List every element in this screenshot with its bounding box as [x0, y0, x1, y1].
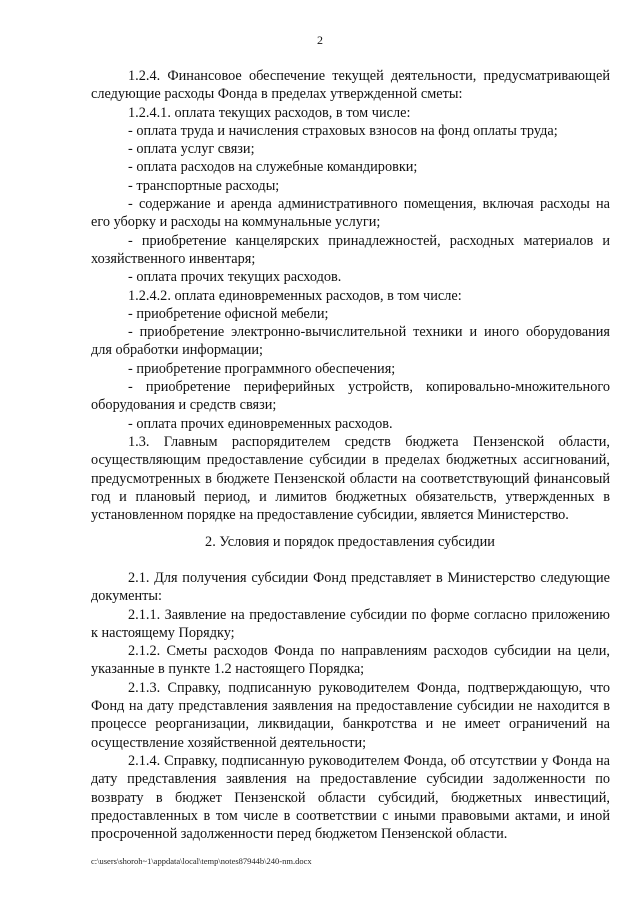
paragraph-2-1-4: 2.1.4. Справку, подписанную руководителем Фонда, об отсутствии у Фонда на дату представления заявления на предоставление субсидии задолженности по возврату в бюджет Пензенской области субсидий, бюджетных инвестиций, предоставленных в том числе в соответствии с иными правовыми актами, и иной просроченной задолженности перед бюджетом Пензенской области.: [91, 752, 610, 843]
document-body-section-2: [91, 569, 610, 843]
list-item-peripherals: - приобретение периферийных устройств, копировально-множительного оборудования и средств связи;: [91, 379, 610, 414]
list-item-software: - приобретение программного обеспечения;: [128, 360, 396, 377]
list-item-furniture: - приобретение офисной мебели;: [128, 305, 329, 322]
paragraph-2-1-3: 2.1.3. Справку, подписанную руководителем Фонда, подтверждающую, что Фонд на дату представления заявления на предоставление субсидии не находится в процессе реорганизации, ликвидации, банкротства и не имеет ограничений на осуществление хозяйственной деятельности;: [91, 679, 610, 751]
paragraph-2-1: 2.1. Для получения субсидии Фонд представляет в Министерство следующие документы:: [91, 570, 610, 605]
list-item-transport: - транспортные расходы;: [128, 177, 280, 194]
list-item-business-trips: - оплата расходов на служебные командировки;: [128, 159, 418, 176]
list-item-other-current: - оплата прочих текущих расходов.: [128, 269, 342, 286]
section-heading: 2. Условия и порядок предоставления субсидии: [205, 534, 495, 550]
list-item-stationery: - приобретение канцелярских принадлежностей, расходных материалов и хозяйственного инвентаря;: [91, 232, 610, 267]
file-path-footer: c:\users\shoroh~1\appdata\local\temp\notes87944b\240-nm.docx: [91, 856, 312, 866]
paragraph-1-3: 1.3. Главным распорядителем средств бюджета Пензенской области, осуществляющим предоставление субсидии в пределах бюджетных ассигнований, предусмотренных в бюджете Пензенской области на соответствующий финансовый год и плановый период, и лимитов бюджетных обязательств, утвержденных в установленном порядке на предоставление субсидии, является Министерство.: [91, 433, 610, 524]
paragraph-1-2-4-1: 1.2.4.1. оплата текущих расходов, в том числе:: [128, 104, 411, 121]
paragraph-1-2-4: 1.2.4. Финансовое обеспечение текущей деятельности, предусматривающей следующие расходы Фонда в пределах утвержденной сметы:: [91, 68, 610, 103]
paragraph-1-2-4-2: 1.2.4.2. оплата единовременных расходов, в том числе:: [128, 287, 462, 304]
list-item-labor: - оплата труда и начисления страховых взносов на фонд оплаты труда;: [128, 122, 558, 139]
page-number: 2: [317, 33, 323, 47]
paragraph-2-1-1: 2.1.1. Заявление на предоставление субсидии по форме согласно приложению к настоящему Порядку;: [91, 606, 610, 641]
document-body-section-1: [91, 67, 610, 524]
list-item-communication: - оплата услуг связи;: [128, 141, 255, 158]
list-item-other-one-time: - оплата прочих единовременных расходов.: [128, 415, 393, 432]
list-item-premises: - содержание и аренда административного помещения, включая расходы на его уборку и расходы на коммунальные услуги;: [91, 196, 610, 231]
paragraph-2-1-2: 2.1.2. Сметы расходов Фонда по направлениям расходов субсидии на цели, указанные в пункте 1.2 настоящего Порядка;: [91, 643, 610, 678]
list-item-computers: - приобретение электронно-вычислительной техники и иного оборудования для обработки информации;: [91, 324, 610, 359]
